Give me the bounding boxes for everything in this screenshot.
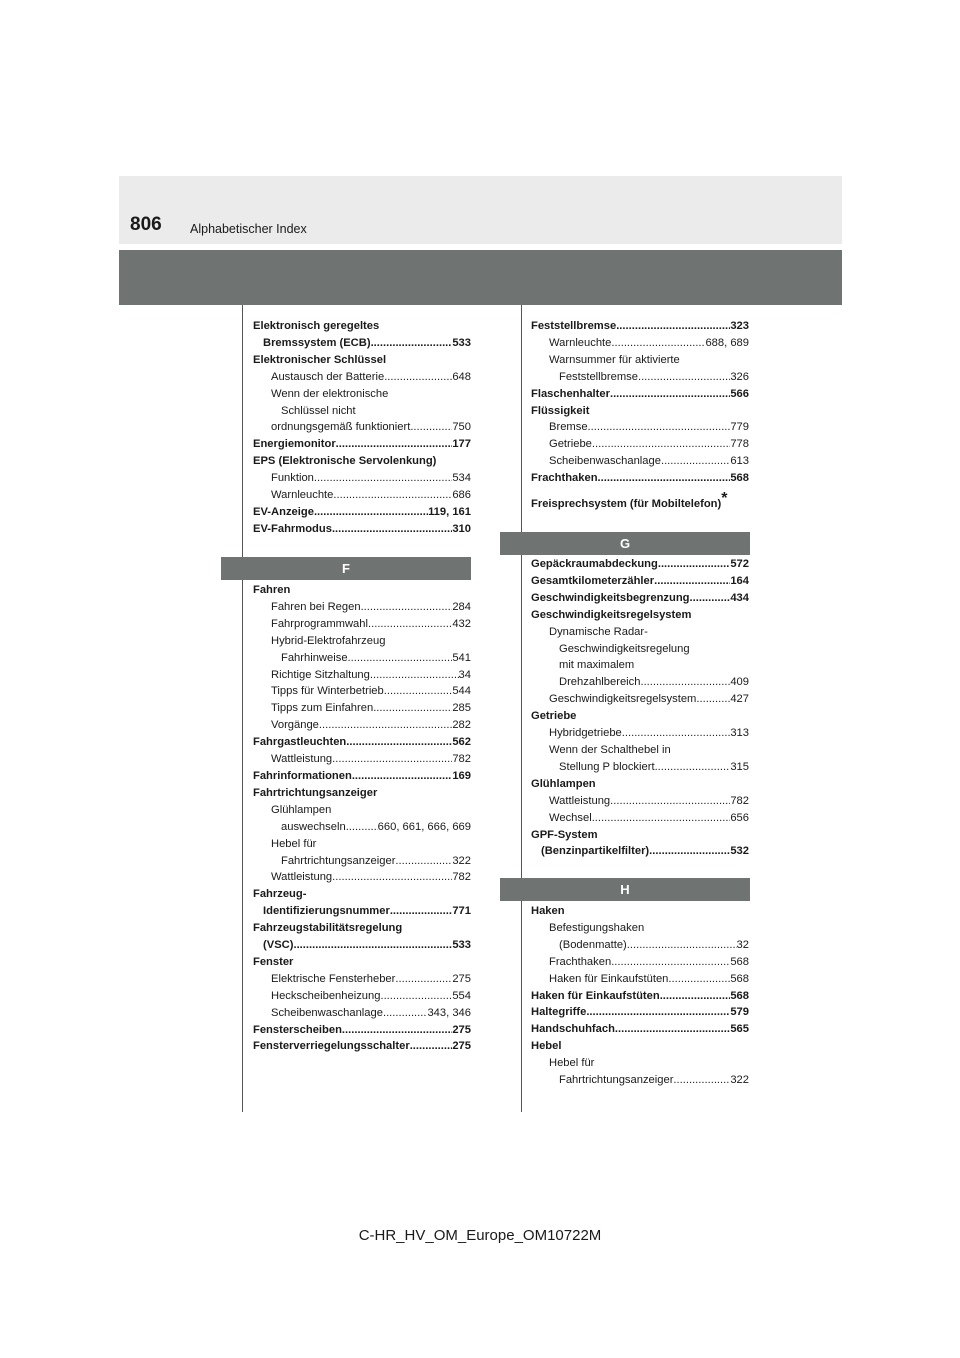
entry-label: Warnleuchte bbox=[549, 336, 612, 349]
index-entry bbox=[531, 436, 749, 453]
section-header-h: H bbox=[500, 878, 750, 901]
entry-page-number: 613 bbox=[730, 455, 749, 468]
dot-leader bbox=[598, 470, 731, 487]
entry-page-number: 275 bbox=[452, 1023, 471, 1036]
index-group-right-top bbox=[531, 318, 749, 513]
entry-label: Frachthaken bbox=[531, 472, 598, 485]
entry-label: Fahrinformationen bbox=[253, 769, 352, 782]
index-entry: Dynamische Radar- bbox=[549, 625, 648, 638]
index-entry bbox=[253, 734, 471, 751]
index-entry bbox=[531, 759, 749, 776]
entry-page-number: 434 bbox=[730, 591, 749, 604]
index-entry bbox=[253, 903, 471, 920]
entry-label: Haltegriffe bbox=[531, 1006, 587, 1019]
entry-label: Feststellbremse bbox=[559, 370, 638, 383]
index-entry: GPF-System bbox=[531, 828, 598, 841]
entry-label: Geschwindigkeitsregelsystem bbox=[549, 693, 697, 706]
entry-page-number: 432 bbox=[452, 617, 471, 630]
entry-page-number: 686 bbox=[452, 489, 471, 502]
entry-page-number: 282 bbox=[452, 719, 471, 732]
entry-page-number: 532 bbox=[730, 845, 749, 858]
entry-label: Gesamtkilometerzähler bbox=[531, 574, 655, 587]
dot-leader bbox=[592, 810, 731, 827]
index-entry: Befestigungshaken bbox=[549, 921, 645, 934]
entry-page-number: 565 bbox=[730, 1023, 749, 1036]
entry-label: Geschwindigkeitsbegrenzung bbox=[531, 591, 690, 604]
header-dark-band bbox=[119, 250, 842, 305]
index-entry: mit maximalem bbox=[559, 659, 635, 672]
index-entry: Fahrzeug- bbox=[253, 888, 307, 901]
entry-label: Wechsel bbox=[549, 811, 592, 824]
page-title: Alphabetischer Index bbox=[190, 222, 307, 236]
index-entry: Wenn der elektronische bbox=[271, 387, 389, 400]
index-entry bbox=[253, 869, 471, 886]
dot-leader bbox=[395, 853, 452, 870]
entry-page-number: 284 bbox=[452, 600, 471, 613]
dot-leader bbox=[640, 674, 730, 691]
entry-page-number: 534 bbox=[452, 472, 471, 485]
entry-label: Elektrische Fensterheber bbox=[271, 972, 396, 985]
entry-label: Richtige Sitzhaltung bbox=[271, 668, 370, 681]
entry-label: Gepäckraumabdeckung bbox=[531, 558, 658, 570]
entry-label: Handschuhfach bbox=[531, 1023, 615, 1036]
entry-page-number: 782 bbox=[730, 794, 749, 807]
entry-page-number: 310 bbox=[452, 522, 471, 535]
index-entry bbox=[253, 521, 471, 538]
entry-label: Fahrgastleuchten bbox=[253, 736, 347, 749]
entry-label: Fensterscheiben bbox=[253, 1023, 342, 1036]
dot-leader bbox=[336, 436, 453, 453]
index-group-right-h bbox=[531, 903, 749, 1089]
index-entry bbox=[253, 1005, 471, 1022]
index-entry bbox=[531, 954, 749, 971]
entry-label: Wattleistung bbox=[549, 794, 611, 807]
page-number: 806 bbox=[130, 214, 162, 235]
entry-label: Scheibenwaschanlage bbox=[271, 1006, 383, 1019]
entry-page-number: 688, 689 bbox=[705, 336, 749, 349]
dot-leader bbox=[586, 1004, 730, 1021]
entry-page-number: 177 bbox=[452, 438, 471, 451]
entry-page-number: 313 bbox=[730, 727, 749, 740]
index-entry bbox=[253, 700, 471, 717]
index-entry bbox=[531, 810, 749, 827]
dot-leader bbox=[383, 1005, 427, 1022]
index-entry bbox=[253, 335, 471, 352]
index-group-left-f bbox=[253, 582, 471, 1055]
dot-leader bbox=[361, 599, 453, 616]
entry-label: Hybridgetriebe bbox=[549, 727, 622, 740]
index-entry bbox=[531, 386, 749, 403]
index-entry: Hebel bbox=[531, 1040, 562, 1053]
dot-leader bbox=[410, 1038, 453, 1055]
index-entry bbox=[253, 717, 471, 734]
index-entry: Fahrtrichtungsanzeiger bbox=[253, 786, 378, 799]
entry-page-number: 409 bbox=[730, 676, 749, 689]
dot-leader bbox=[661, 453, 730, 470]
index-entry bbox=[531, 1004, 749, 1021]
index-entry bbox=[531, 1021, 749, 1038]
footnote-star: * bbox=[721, 490, 728, 508]
entry-label: Fahrhinweise bbox=[281, 651, 348, 664]
dot-leader bbox=[346, 734, 452, 751]
dot-leader bbox=[638, 369, 730, 386]
entry-label: Stellung P blockiert bbox=[559, 760, 655, 773]
index-entry: Getriebe bbox=[531, 710, 577, 723]
index-entry: Elektronischer Schlüssel bbox=[253, 353, 387, 366]
entry-label: Getriebe bbox=[549, 438, 592, 451]
entry-page-number: 169 bbox=[452, 769, 471, 782]
entry-page-number: 315 bbox=[730, 760, 749, 773]
index-entry bbox=[253, 599, 471, 616]
dot-leader bbox=[616, 318, 730, 335]
entry-label: Feststellbremse bbox=[531, 320, 617, 332]
dot-leader bbox=[610, 386, 730, 403]
entry-page-number: 782 bbox=[452, 753, 471, 766]
entry-page-number: 568 bbox=[730, 989, 749, 1002]
entry-label: Freisprechsystem (für Mobiltelefon) bbox=[531, 498, 722, 511]
entry-page-number: 427 bbox=[730, 693, 749, 706]
dot-leader bbox=[655, 759, 731, 776]
column-divider-left bbox=[242, 305, 243, 1112]
entry-label: Wattleistung bbox=[271, 871, 333, 884]
index-entry: Wenn der Schalthebel in bbox=[549, 743, 671, 756]
entry-page-number: 322 bbox=[730, 1074, 749, 1087]
entry-label: Scheibenwaschanlage bbox=[549, 455, 661, 468]
entry-page-number: 562 bbox=[452, 736, 471, 749]
entry-page-number: 579 bbox=[730, 1006, 749, 1019]
dot-leader bbox=[332, 869, 452, 886]
section-header-f: F bbox=[221, 557, 471, 580]
index-entry bbox=[253, 937, 471, 954]
index-entry: Glühlampen bbox=[531, 777, 596, 790]
entry-page-number: 568 bbox=[730, 472, 749, 485]
index-entry bbox=[253, 768, 471, 785]
dot-leader bbox=[332, 521, 452, 538]
entry-label: (Bodenmatte) bbox=[559, 938, 627, 951]
dot-leader bbox=[373, 700, 452, 717]
dot-leader bbox=[615, 1021, 730, 1038]
entry-page-number: 285 bbox=[452, 702, 471, 715]
dot-leader bbox=[627, 937, 737, 954]
entry-label: (VSC) bbox=[263, 939, 294, 952]
entry-page-number: 779 bbox=[730, 421, 749, 434]
entry-page-number: 533 bbox=[452, 336, 471, 349]
entry-label: Warnleuchte bbox=[271, 489, 334, 502]
dot-leader bbox=[395, 971, 452, 988]
index-entry: Elektronisch geregeltes bbox=[253, 320, 380, 332]
column-divider-middle bbox=[521, 305, 522, 1112]
index-entry bbox=[253, 487, 471, 504]
dot-leader bbox=[319, 717, 452, 734]
index-entry bbox=[531, 674, 749, 691]
dot-leader bbox=[380, 988, 452, 1005]
index-entry bbox=[253, 1022, 471, 1039]
index-entry bbox=[253, 667, 471, 684]
index-entry: Fenster bbox=[253, 955, 294, 968]
entry-label: Fahrprogrammwahl bbox=[271, 617, 368, 630]
index-entry bbox=[531, 573, 749, 590]
index-entry bbox=[531, 590, 749, 607]
dot-leader bbox=[410, 419, 452, 436]
document-footer: C-HR_HV_OM_Europe_OM10722M bbox=[358, 1227, 602, 1244]
index-entry bbox=[531, 971, 749, 988]
index-entry bbox=[253, 1038, 471, 1055]
entry-label: Fensterverriegelungsschalter bbox=[253, 1040, 410, 1053]
entry-page-number: 34 bbox=[458, 668, 471, 681]
dot-leader bbox=[622, 725, 731, 742]
index-entry: Schlüssel nicht bbox=[281, 404, 356, 417]
entry-page-number: 119, 161 bbox=[428, 505, 471, 518]
index-entry bbox=[253, 436, 471, 453]
index-entry bbox=[531, 725, 749, 742]
dot-leader bbox=[333, 487, 452, 504]
index-entry: Haken bbox=[531, 905, 565, 917]
index-group-right-g bbox=[531, 556, 749, 860]
dot-leader bbox=[649, 843, 730, 860]
index-entry bbox=[531, 937, 749, 954]
index-entry bbox=[531, 470, 749, 487]
entry-label: Haken für Einkaufstüten bbox=[549, 972, 669, 985]
dot-leader bbox=[384, 369, 452, 386]
index-entry bbox=[531, 335, 749, 352]
entry-page-number: 164 bbox=[730, 574, 749, 587]
entry-page-number: 778 bbox=[730, 438, 749, 451]
index-entry bbox=[531, 491, 749, 513]
entry-label: EV-Fahrmodus bbox=[253, 522, 332, 535]
entry-page-number: 782 bbox=[452, 871, 471, 884]
entry-page-number: 541 bbox=[452, 651, 471, 664]
index-entry: Glühlampen bbox=[271, 803, 332, 816]
dot-leader bbox=[660, 988, 731, 1005]
index-entry: EPS (Elektronische Servolenkung) bbox=[253, 455, 437, 468]
dot-leader bbox=[346, 819, 378, 836]
entry-label: Flaschenhalter bbox=[531, 387, 610, 400]
entry-label: Identifizierungsnummer bbox=[263, 905, 390, 918]
index-entry bbox=[531, 556, 749, 573]
index-entry: Fahren bbox=[253, 584, 291, 596]
entry-page-number: 533 bbox=[452, 939, 471, 952]
dot-leader bbox=[690, 590, 731, 607]
index-entry bbox=[253, 853, 471, 870]
index-entry bbox=[253, 650, 471, 667]
dot-leader bbox=[611, 335, 705, 352]
entry-label: Frachthaken bbox=[549, 955, 612, 968]
entry-label: Drehzahlbereich bbox=[559, 676, 641, 689]
entry-page-number: 568 bbox=[730, 972, 749, 985]
entry-page-number: 544 bbox=[452, 685, 471, 698]
entry-label: ordnungsgemäß funktioniert bbox=[271, 421, 411, 434]
index-entry bbox=[253, 819, 471, 836]
index-entry: Warnsummer für aktivierte bbox=[549, 353, 680, 366]
dot-leader bbox=[370, 667, 459, 684]
index-entry: Geschwindigkeitsregelung bbox=[559, 642, 690, 655]
entry-label: Fahrtrichtungsanzeiger bbox=[559, 1074, 674, 1087]
dot-leader bbox=[368, 616, 452, 633]
index-entry bbox=[253, 419, 471, 436]
index-entry: Fahrzeugstabilitätsregelung bbox=[253, 922, 403, 935]
dot-leader bbox=[390, 903, 453, 920]
index-entry bbox=[253, 470, 471, 487]
entry-label: Tipps zum Einfahren bbox=[271, 702, 374, 715]
index-entry bbox=[531, 843, 749, 860]
dot-leader bbox=[384, 683, 453, 700]
dot-leader bbox=[348, 650, 453, 667]
index-entry bbox=[531, 793, 749, 810]
entry-page-number: 275 bbox=[452, 972, 471, 985]
entry-page-number: 660, 661, 666, 669 bbox=[377, 820, 471, 833]
dot-leader bbox=[588, 419, 731, 436]
index-entry bbox=[253, 751, 471, 768]
entry-label: Haken für Einkaufstüten bbox=[531, 989, 660, 1002]
dot-leader bbox=[611, 954, 730, 971]
entry-label: EV-Anzeige bbox=[253, 505, 314, 518]
entry-page-number: 566 bbox=[730, 387, 749, 400]
entry-label: Wattleistung bbox=[271, 753, 333, 766]
entry-page-number: 322 bbox=[452, 854, 471, 867]
index-entry bbox=[531, 369, 749, 386]
index-entry: Geschwindigkeitsregelsystem bbox=[531, 608, 692, 621]
entry-page-number: 771 bbox=[452, 905, 471, 918]
dot-leader bbox=[696, 691, 730, 708]
index-entry bbox=[531, 419, 749, 436]
dot-leader bbox=[332, 751, 452, 768]
index-group-left-top bbox=[253, 318, 471, 538]
entry-label: (Benzinpartikelfilter) bbox=[541, 845, 650, 858]
entry-label: Tipps für Winterbetrieb bbox=[271, 685, 384, 698]
dot-leader bbox=[673, 1072, 730, 1089]
entry-page-number: 648 bbox=[452, 370, 471, 383]
section-header-g: G bbox=[500, 532, 750, 555]
entry-label: Vorgänge bbox=[271, 719, 319, 732]
entry-page-number: 275 bbox=[452, 1040, 471, 1053]
dot-leader bbox=[610, 793, 730, 810]
index-entry bbox=[253, 988, 471, 1005]
entry-page-number: 32 bbox=[736, 938, 749, 951]
index-entry bbox=[253, 683, 471, 700]
entry-label: Fahren bei Regen bbox=[271, 600, 361, 613]
dot-leader bbox=[658, 556, 730, 573]
dot-leader bbox=[314, 504, 428, 521]
entry-label: Fahrtrichtungsanzeiger bbox=[281, 854, 396, 867]
dot-leader bbox=[654, 573, 730, 590]
index-entry bbox=[253, 971, 471, 988]
index-entry bbox=[531, 318, 749, 335]
entry-page-number: 554 bbox=[452, 989, 471, 1002]
dot-leader bbox=[352, 768, 453, 785]
entry-page-number: 572 bbox=[730, 558, 749, 570]
entry-page-number: 326 bbox=[730, 370, 749, 383]
entry-page-number: 323 bbox=[730, 320, 749, 332]
index-entry: Hybrid-Elektrofahrzeug bbox=[271, 634, 386, 647]
entry-label: Bremse bbox=[549, 421, 588, 434]
index-entry: Hebel für bbox=[549, 1057, 595, 1070]
index-entry bbox=[531, 1072, 749, 1089]
index-entry bbox=[531, 453, 749, 470]
entry-label: Energiemonitor bbox=[253, 438, 336, 451]
index-entry bbox=[253, 504, 471, 521]
index-entry: Flüssigkeit bbox=[531, 404, 590, 417]
entry-page-number: 750 bbox=[452, 421, 471, 434]
entry-label: Bremssystem (ECB) bbox=[263, 336, 371, 349]
entry-page-number: 343, 346 bbox=[427, 1006, 471, 1019]
entry-label: auswechseln bbox=[281, 820, 346, 833]
dot-leader bbox=[371, 335, 453, 352]
entry-label: Funktion bbox=[271, 472, 314, 485]
dot-leader bbox=[293, 937, 452, 954]
entry-page-number: 568 bbox=[730, 955, 749, 968]
index-entry: Hebel für bbox=[271, 837, 317, 850]
entry-page-number: 656 bbox=[730, 811, 749, 824]
dot-leader bbox=[342, 1022, 452, 1039]
entry-label: Austausch der Batterie bbox=[271, 370, 385, 383]
index-entry bbox=[531, 691, 749, 708]
index-entry bbox=[253, 616, 471, 633]
dot-leader bbox=[592, 436, 730, 453]
dot-leader bbox=[314, 470, 452, 487]
index-entry bbox=[531, 988, 749, 1005]
dot-leader bbox=[668, 971, 730, 988]
index-entry bbox=[253, 369, 471, 386]
entry-label: Heckscheibenheizung bbox=[271, 989, 381, 1002]
